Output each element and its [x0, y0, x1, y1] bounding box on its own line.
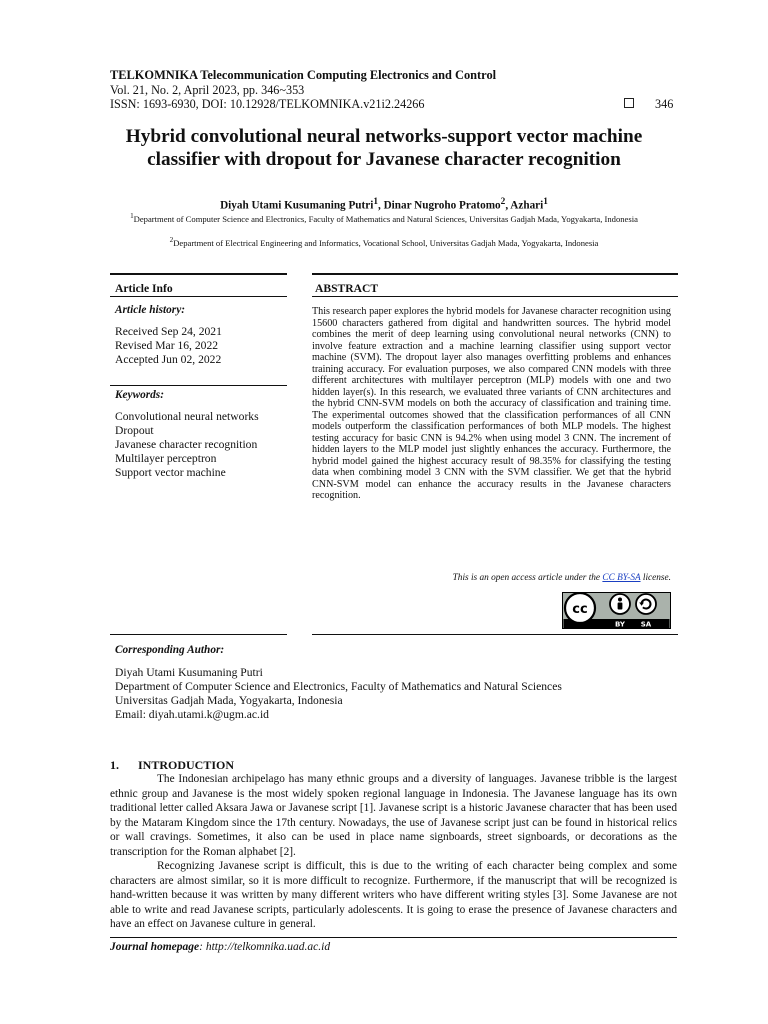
divider — [110, 634, 287, 635]
abstract-heading: ABSTRACT — [315, 282, 379, 295]
author-name: Diyah Utami Kusumaning Putri — [220, 199, 374, 212]
sa-icon — [636, 594, 656, 614]
journal-name: TELKOMNIKA Telecommunication Computing Electronics and Control — [110, 68, 497, 82]
article-history-heading: Article history: — [115, 304, 185, 316]
keyword: Dropout — [115, 424, 154, 437]
journal-homepage — [110, 941, 330, 953]
divider — [312, 273, 678, 275]
section-title: INTRODUCTION — [138, 758, 235, 772]
license-suffix: license. — [640, 573, 671, 583]
author-name: Azhari — [510, 199, 544, 212]
license-line — [312, 573, 671, 583]
corresponding-email: Email: diyah.utami.k@ugm.ac.id — [115, 708, 269, 721]
issn-doi: ISSN: 1693-6930, DOI: 10.12928/TELKOMNIKA.v21i2.24266 — [110, 97, 425, 111]
volume-info: Vol. 21, No. 2, April 2023, pp. 346~353 — [110, 83, 305, 97]
page-number: 346 — [655, 97, 674, 111]
revised-date: Revised Mar 16, 2022 — [115, 339, 219, 352]
intro-paragraph-text: The Indonesian archipelago has many ethnic groups and a diversity of languages. Javanese tribble is the largest ethnic group and Javanese is the most widely spoken regional language in Indonesia. The Javanese language has its own traditional letter called Aksara Jawa or Javanese script [1]. Javanese script is a historic Javanese character that has been used by the Mataram Kingdom since the 17th century. Nowadays, the use of Javanese script just can be found in historical relics or wall cravings. Sometimes, it also can be used in place name signboards, street signboards, or decorations as the transcription for the Roman alphabet [2]. — [110, 773, 677, 858]
keyword: Support vector machine — [115, 466, 226, 479]
author-separator: , — [377, 199, 384, 212]
accepted-date: Accepted Jun 02, 2022 — [115, 353, 222, 366]
journal-homepage-label: Journal homepage — [110, 941, 200, 953]
affiliation-sup: 2 — [169, 236, 174, 244]
author-sup: 2 — [500, 197, 506, 207]
affiliation-text: Department of Computer Science and Electronics, Faculty of Mathematics and Natural Sciences, Universitas Gadjah Mada, Yogyakarta, Indonesia — [133, 213, 638, 224]
divider — [110, 296, 287, 297]
section-number: 1. — [110, 758, 119, 772]
journal-homepage-url[interactable]: : http://telkomnika.uad.ac.id — [199, 941, 331, 953]
divider — [312, 634, 678, 635]
license-prefix: This is an open access article under the — [452, 573, 603, 583]
affiliation — [110, 211, 658, 225]
paper-title: Hybrid convolutional neural networks-support vector machine classifier with dropout for Javanese character recognition — [125, 126, 643, 170]
cc-icon-text: cc — [572, 602, 588, 617]
keyword: Javanese character recognition — [115, 438, 258, 451]
corresponding-department: Department of Computer Science and Electronics, Faculty of Mathematics and Natural Sciences — [115, 680, 562, 693]
author-sup: 1 — [373, 197, 378, 207]
by-label: BY — [614, 620, 626, 629]
affiliation-sup: 1 — [130, 212, 134, 220]
affiliation-text: Department of Electrical Engineering and Informatics, Vocational School, Universitas Gadjah Mada, Yogyakarta, Indonesia — [173, 237, 599, 248]
affiliation — [110, 235, 658, 249]
divider — [110, 273, 287, 275]
keyword: Convolutional neural networks — [115, 410, 259, 423]
divider — [312, 296, 678, 297]
article-info-heading: Article Info — [115, 282, 173, 295]
intro-paragraph — [110, 859, 677, 932]
author-list — [90, 197, 678, 212]
author-name: Dinar Nugroho Pratomo — [383, 199, 501, 212]
received-date: Received Sep 24, 2021 — [115, 325, 222, 338]
abstract-text: This research paper explores the hybrid models for Javanese character recognition using 15600 characters gathered from digital and handwritten sources. The hybrid model combines the merit of deep learning using convolutional neural networks (CNN) to involve feature extraction and a machine learning classifier using support vector machine (SVM). The dropout layer also manages overfitting problems and enhances training accuracy. For evaluation purposes, we also compared CNN models with three different architectures with multilayer perceptron (MLP) models with one and two hidden layer(s). In this research, we evaluated three variants of CNN architectures and the hybrid CNN-SVM models on both the accuracy of classification and training time. The experimental outcomes showed that the classification performances of all CNN models outperform the classification performances of both MLP models. The highest testing accuracy for basic CNN is 94.2% when using model 3 CNN. The increment of hidden layers to the MLP model just slightly enhances the accuracy. Furthermore, the hybrid model gained the highest accuracy result of 98.35% for classifying the testing data when combining model 3 CNN with the SVM classifier. We get that the hybrid CNN-SVM model can enhance the accuracy results in the Javanese characters recognition. — [312, 306, 671, 501]
intro-paragraph — [110, 772, 677, 859]
author-separator: , — [505, 199, 511, 212]
keyword: Multilayer perceptron — [115, 452, 217, 465]
intro-paragraph-text: Recognizing Javanese script is difficult, this is due to the writing of each character being complex and some characters are almost similar, so it is more difficult to recognize. Furthermore, if the manuscript that will be recognized is hand-written because it was written by many different writers who have different writing styles [3]. Some Javanese are not able to write and read Javanese scripts, particularly adolescents. It is going to erase the presence of Javanese characters and have an effect on Javanese culture in general. — [110, 860, 677, 930]
corresponding-university: Universitas Gadjah Mada, Yogyakarta, Indonesia — [115, 694, 343, 707]
author-sup: 1 — [543, 197, 548, 207]
cc-by-sa-link[interactable]: CC BY-SA — [602, 573, 641, 583]
corresponding-name: Diyah Utami Kusumaning Putri — [115, 666, 263, 679]
divider — [110, 937, 677, 938]
section-heading — [110, 758, 234, 773]
cc-by-sa-badge[interactable] — [562, 592, 671, 634]
divider — [110, 385, 287, 386]
corresponding-author-heading: Corresponding Author: — [115, 644, 225, 656]
square-icon — [624, 98, 634, 108]
sa-label: SA — [640, 620, 652, 629]
cc-badge-graphic — [562, 592, 671, 629]
keywords-heading: Keywords: — [115, 389, 164, 401]
